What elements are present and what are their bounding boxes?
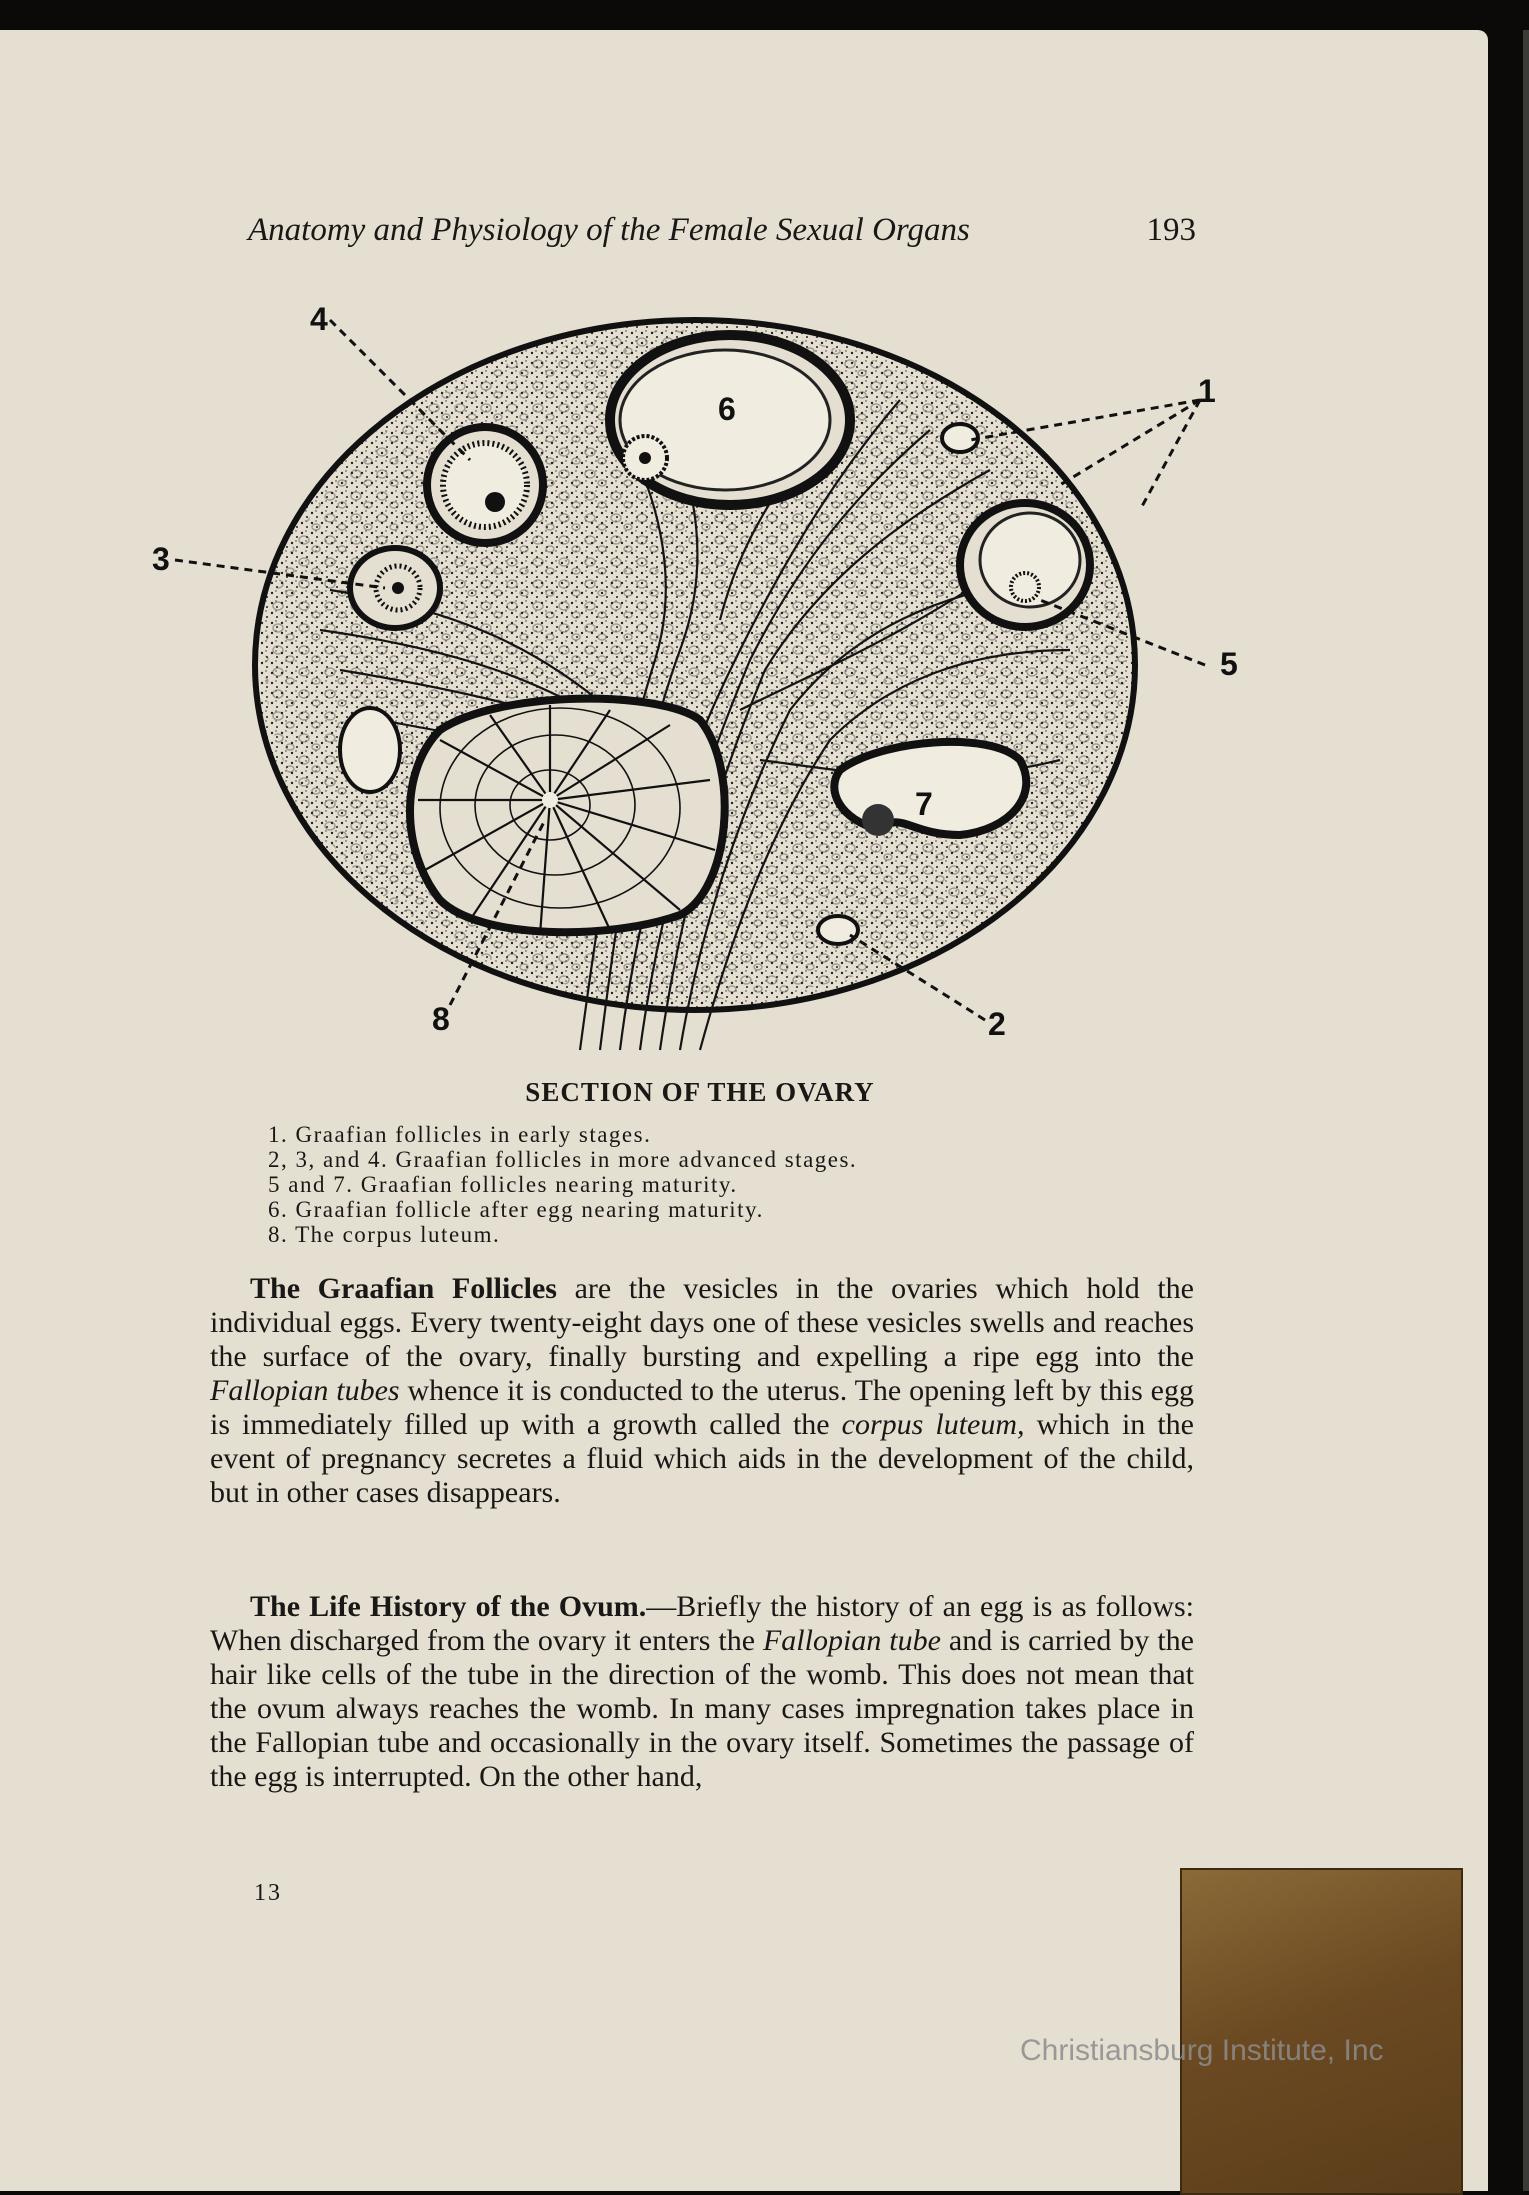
fig-label-7: 7 — [915, 786, 933, 822]
follicle-4 — [427, 427, 543, 543]
paragraph-heading: The Graafian Follicles — [250, 1272, 557, 1305]
page-edge — [1523, 30, 1529, 2191]
legend-item: 1. Graafian follicles in early stages. — [268, 1122, 652, 1147]
paragraph-text: are the vesicles in the ovaries which hold the individual eggs. Every twenty-eight days one of these vesicles swells and reaches the surface of the ovary, finally bursting and expelling a ripe egg into the — [210, 1272, 1195, 1373]
paragraph-life-history — [210, 1590, 1194, 1794]
ovary-illustration — [140, 290, 1260, 1070]
paragraph-text: —Briefly the history of an egg is as follows: When discharged from the ovary it enters the — [210, 1590, 1194, 1657]
fig-label-3: 3 — [152, 541, 170, 577]
fig-label-1: 1 — [1198, 373, 1216, 409]
paragraph-italic-term: Fallopian tube — [762, 1624, 941, 1657]
corpus-luteum — [410, 699, 725, 935]
paragraph-text: which in the event of pregnancy secretes a fluid which aids in the development of the child, but in other cases disappears. — [210, 1408, 1194, 1509]
paragraph-heading: The Life History of the Ovum. — [250, 1590, 647, 1623]
paragraph-italic-term: Fallopian tubes — [210, 1374, 400, 1407]
running-header — [248, 212, 1196, 249]
figure-legend — [268, 1122, 1148, 1247]
fig-label-2: 2 — [988, 1006, 1006, 1042]
paragraph-graafian-follicles — [210, 1272, 1194, 1510]
follicle-5 — [960, 503, 1090, 627]
paragraph-italic-term: corpus luteum, — [841, 1408, 1025, 1441]
legend-item: 8. The corpus luteum. — [268, 1222, 501, 1247]
watermark: Christiansburg Institute, Inc — [1020, 2034, 1384, 2067]
follicle-3 — [350, 548, 440, 628]
book-tab — [1180, 1868, 1463, 2195]
paragraph-text: and is carried by the hair like cells of the tube in the direction of the womb. This does not mean that the ovum always reaches the womb. In many cases impregnation takes place in the Fallopian tube and occasionally in the ovary itself. Sometimes the passage of the egg is interrupted. On the other hand, — [210, 1624, 1194, 1793]
legend-item: 5 and 7. Graafian follicles nearing maturity. — [268, 1172, 738, 1197]
fig-label-5: 5 — [1220, 646, 1238, 682]
paragraph-text: whence it is conducted to the uterus. The opening left by this egg is immediately filled up with a growth called the — [210, 1374, 1194, 1441]
running-title: Anatomy and Physiology of the Female Sexual Organs — [248, 212, 970, 248]
fig-label-4: 4 — [310, 301, 328, 337]
legend-item: 6. Graafian follicle after egg nearing maturity. — [268, 1197, 764, 1222]
page-number: 193 — [1146, 212, 1196, 248]
fig-label-8: 8 — [432, 1001, 450, 1037]
fig-label-6: 6 — [718, 391, 736, 427]
signature-mark: 13 — [254, 1880, 282, 1906]
figure-caption-title: SECTION OF THE OVARY — [525, 1077, 875, 1107]
legend-item: 2, 3, and 4. Graafian follicles in more advanced stages. — [268, 1147, 858, 1172]
